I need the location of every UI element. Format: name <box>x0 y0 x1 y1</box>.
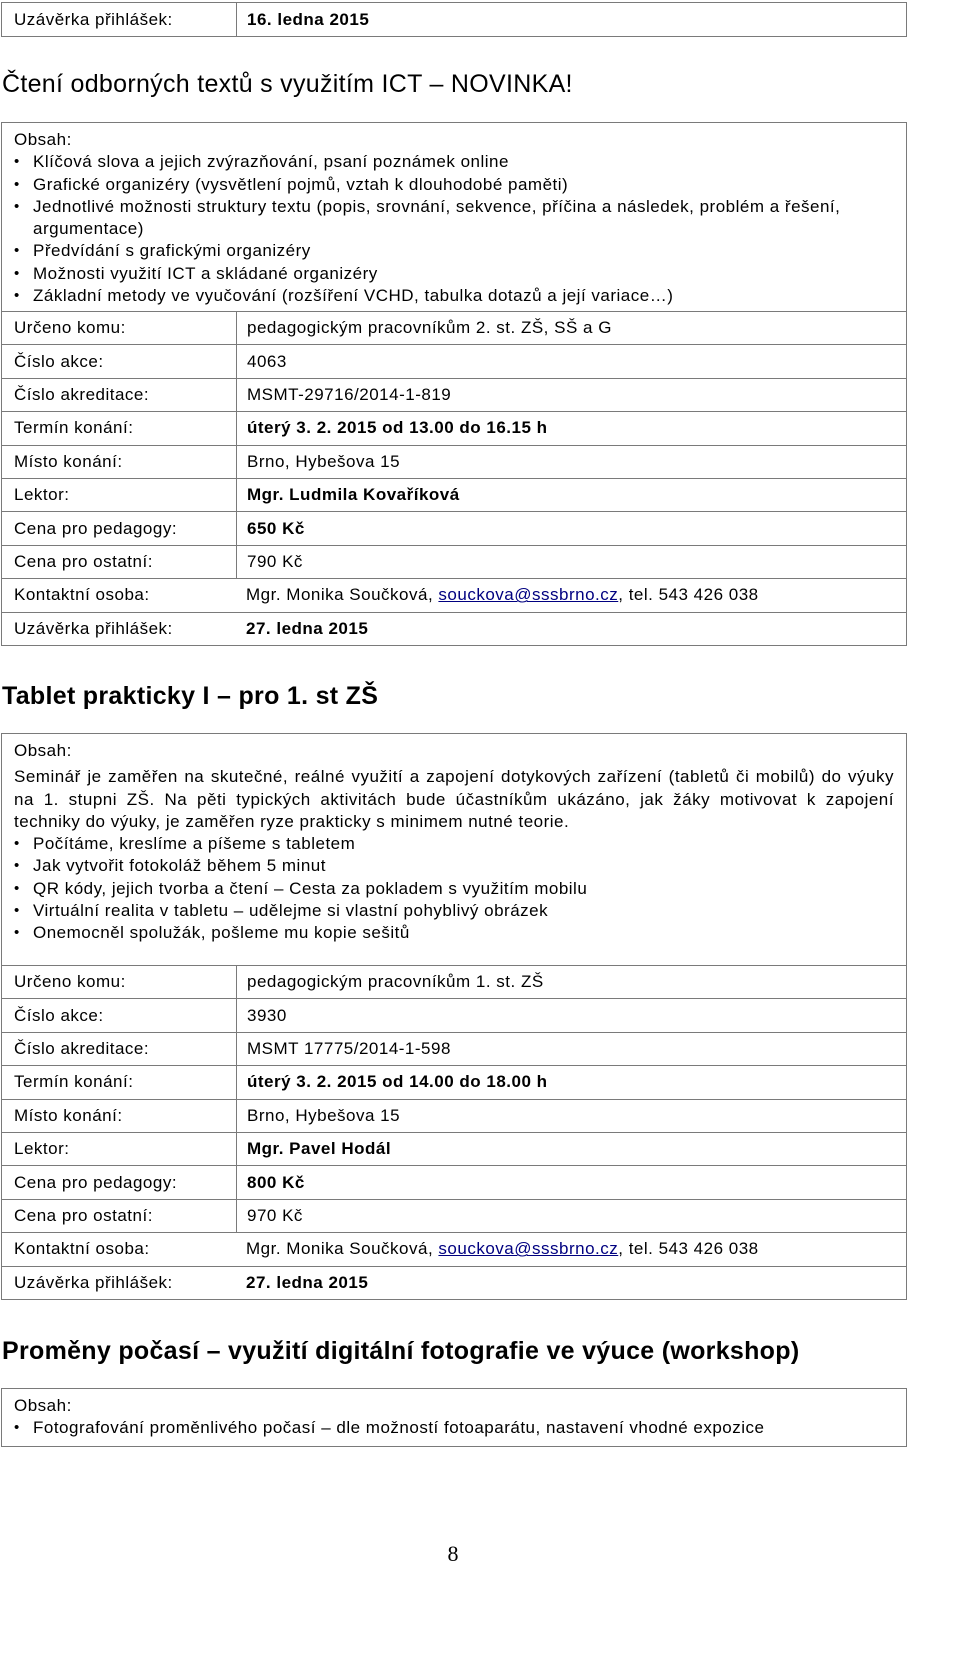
info-row <box>2 311 906 344</box>
course1-table <box>1 122 907 646</box>
course2-intro <box>14 766 894 833</box>
contact-name: Mgr. Monika Součková, <box>246 585 439 605</box>
contact-label: Kontaktní osoba: <box>14 585 150 605</box>
row-value: pedagogickým pracovníkům 2. st. ZŠ, SŠ a G <box>236 312 906 344</box>
contact-tel: , tel. 543 426 038 <box>618 1239 759 1259</box>
row-value: MSMT 17775/2014-1-598 <box>236 1033 906 1065</box>
course2-list <box>14 833 894 944</box>
info-row <box>2 445 906 478</box>
intro-sentence-1: Seminář je zaměřen na skutečné, reálné využití a zapojení dotykových zařízení (tabletů či mobilů) do výuky na 1. stupni ZŠ. <box>14 767 894 809</box>
list-item: • Předvídání s grafickými organizéry <box>14 240 894 262</box>
course2-title: Tablet prakticky I – pro 1. st ZŠ <box>2 682 379 710</box>
row-label: Termín konání: <box>14 1072 134 1092</box>
info-row <box>2 1065 906 1098</box>
info-row <box>2 511 906 544</box>
row-value: úterý 3. 2. 2015 od 13.00 do 16.15 h <box>236 412 906 444</box>
row-label: Číslo akce: <box>14 1005 104 1025</box>
course1-title: Čtení odborných textů s využitím ICT – NOVINKA! <box>2 70 573 98</box>
course3-content <box>2 1389 906 1446</box>
info-row <box>2 1199 906 1232</box>
row-label: Cena pro ostatní: <box>14 1205 153 1225</box>
row-value: pedagogickým pracovníkům 1. st. ZŠ <box>236 966 906 998</box>
row-label: Termín konání: <box>14 418 134 438</box>
row-label: Lektor: <box>14 1139 70 1159</box>
contact-email-link[interactable]: souckova@sssbrno.cz <box>438 585 619 605</box>
course1-content <box>2 123 906 311</box>
contact-row <box>2 1232 906 1265</box>
info-row <box>2 965 906 998</box>
row-value: úterý 3. 2. 2015 od 14.00 do 18.00 h <box>236 1066 906 1098</box>
deadline-value: 27. ledna 2015 <box>246 1272 369 1292</box>
deadline-label: Uzávěrka přihlášek: <box>14 9 173 29</box>
course2-content <box>2 734 906 965</box>
row-label: Číslo akreditace: <box>14 1038 150 1058</box>
contact-value <box>236 585 906 605</box>
course1-list <box>14 151 894 307</box>
contact-value <box>236 1239 906 1259</box>
info-row <box>2 1132 906 1165</box>
list-item: • Základní metody ve vyučování (rozšíření VCHD, tabulka dotazů a její variace…) <box>14 285 894 307</box>
row-value: 650 Kč <box>236 512 906 544</box>
list-item: • Jak vytvořit fotokoláž během 5 minut <box>14 855 894 877</box>
row-label: Cena pro ostatní: <box>14 551 153 571</box>
info-row <box>2 545 906 578</box>
row-label: Určeno komu: <box>14 972 126 992</box>
deadline-value: 27. ledna 2015 <box>246 618 369 638</box>
contact-name: Mgr. Monika Součková, <box>246 1239 439 1259</box>
info-row <box>2 1165 906 1198</box>
contact-row <box>2 578 906 611</box>
row-label: Lektor: <box>14 485 70 505</box>
info-row <box>2 378 906 411</box>
row-value: Mgr. Ludmila Kovaříková <box>236 479 906 511</box>
info-row <box>2 1032 906 1065</box>
deadline-value: 16. ledna 2015 <box>236 3 906 36</box>
list-item: • Jednotlivé možnosti struktury textu (popis, srovnání, sekvence, příčina a následek, problém a řešení, argumentace) <box>14 196 894 241</box>
row-label: Místo konání: <box>14 1105 123 1125</box>
row-label: Místo konání: <box>14 451 123 471</box>
list-item: • Onemocněl spolužák, pošleme mu kopie sešitů <box>14 922 894 944</box>
contact-label: Kontaktní osoba: <box>14 1239 150 1259</box>
contact-email-link[interactable]: souckova@sssbrno.cz <box>438 1239 619 1259</box>
row-label: Cena pro pedagogy: <box>14 518 178 538</box>
deadline-row <box>2 1266 906 1299</box>
intro-sentence-2: Na pěti typických aktivitách bude účastníkům ukázáno, jak žáky motivovat k zapojení techniky do výuky, je zaměřen ryze prakticky s minimem nutné teorie. <box>14 789 894 831</box>
row-value: 3930 <box>236 999 906 1031</box>
deadline-row <box>2 3 906 36</box>
row-value: Mgr. Pavel Hodál <box>236 1133 906 1165</box>
course2-table <box>1 733 907 1300</box>
row-value: Brno, Hybešova 15 <box>236 446 906 478</box>
list-item: • Možnosti využití ICT a skládané organizéry <box>14 263 894 285</box>
info-row <box>2 478 906 511</box>
course2-content-label: Obsah: <box>14 741 72 760</box>
list-item: • QR kódy, jejich tvorba a čtení – Cesta za pokladem s využitím mobilu <box>14 878 894 900</box>
row-label: Určeno komu: <box>14 318 126 338</box>
info-row <box>2 344 906 377</box>
course3-content-label: Obsah: <box>14 1396 72 1415</box>
deadline-label: Uzávěrka přihlášek: <box>14 1272 173 1292</box>
page-number: 8 <box>447 1541 459 1566</box>
row-label: Cena pro pedagogy: <box>14 1172 178 1192</box>
row-value: Brno, Hybešova 15 <box>236 1100 906 1132</box>
list-item: • Počítáme, kreslíme a píšeme s tabletem <box>14 833 894 855</box>
row-value: 4063 <box>236 345 906 377</box>
info-row <box>2 998 906 1031</box>
course3-title: Proměny počasí – využití digitální fotografie ve výuce (workshop) <box>2 1337 800 1365</box>
deadline-label: Uzávěrka přihlášek: <box>14 618 173 638</box>
info-row <box>2 411 906 444</box>
deadline-row <box>2 612 906 645</box>
list-item: • Fotografování proměnlivého počasí – dle možností fotoaparátu, nastavení vhodné expozice <box>14 1417 894 1439</box>
list-item: • Klíčová slova a jejich zvýrazňování, psaní poznámek online <box>14 151 894 173</box>
top-deadline-table <box>1 2 907 37</box>
contact-tel: , tel. 543 426 038 <box>618 585 759 605</box>
list-item: • Grafické organizéry (vysvětlení pojmů, vztah k dlouhodobé paměti) <box>14 174 894 196</box>
row-value: 970 Kč <box>236 1200 906 1232</box>
info-row <box>2 1099 906 1132</box>
row-value: 790 Kč <box>236 546 906 578</box>
course3-table <box>1 1388 907 1447</box>
course1-content-label: Obsah: <box>14 130 72 149</box>
row-value: MSMT-29716/2014-1-819 <box>236 379 906 411</box>
row-label: Číslo akce: <box>14 351 104 371</box>
row-value: 800 Kč <box>236 1166 906 1198</box>
course3-list <box>14 1417 894 1439</box>
row-label: Číslo akreditace: <box>14 384 150 404</box>
list-item: • Virtuální realita v tabletu – udělejme si vlastní pohyblivý obrázek <box>14 900 894 922</box>
